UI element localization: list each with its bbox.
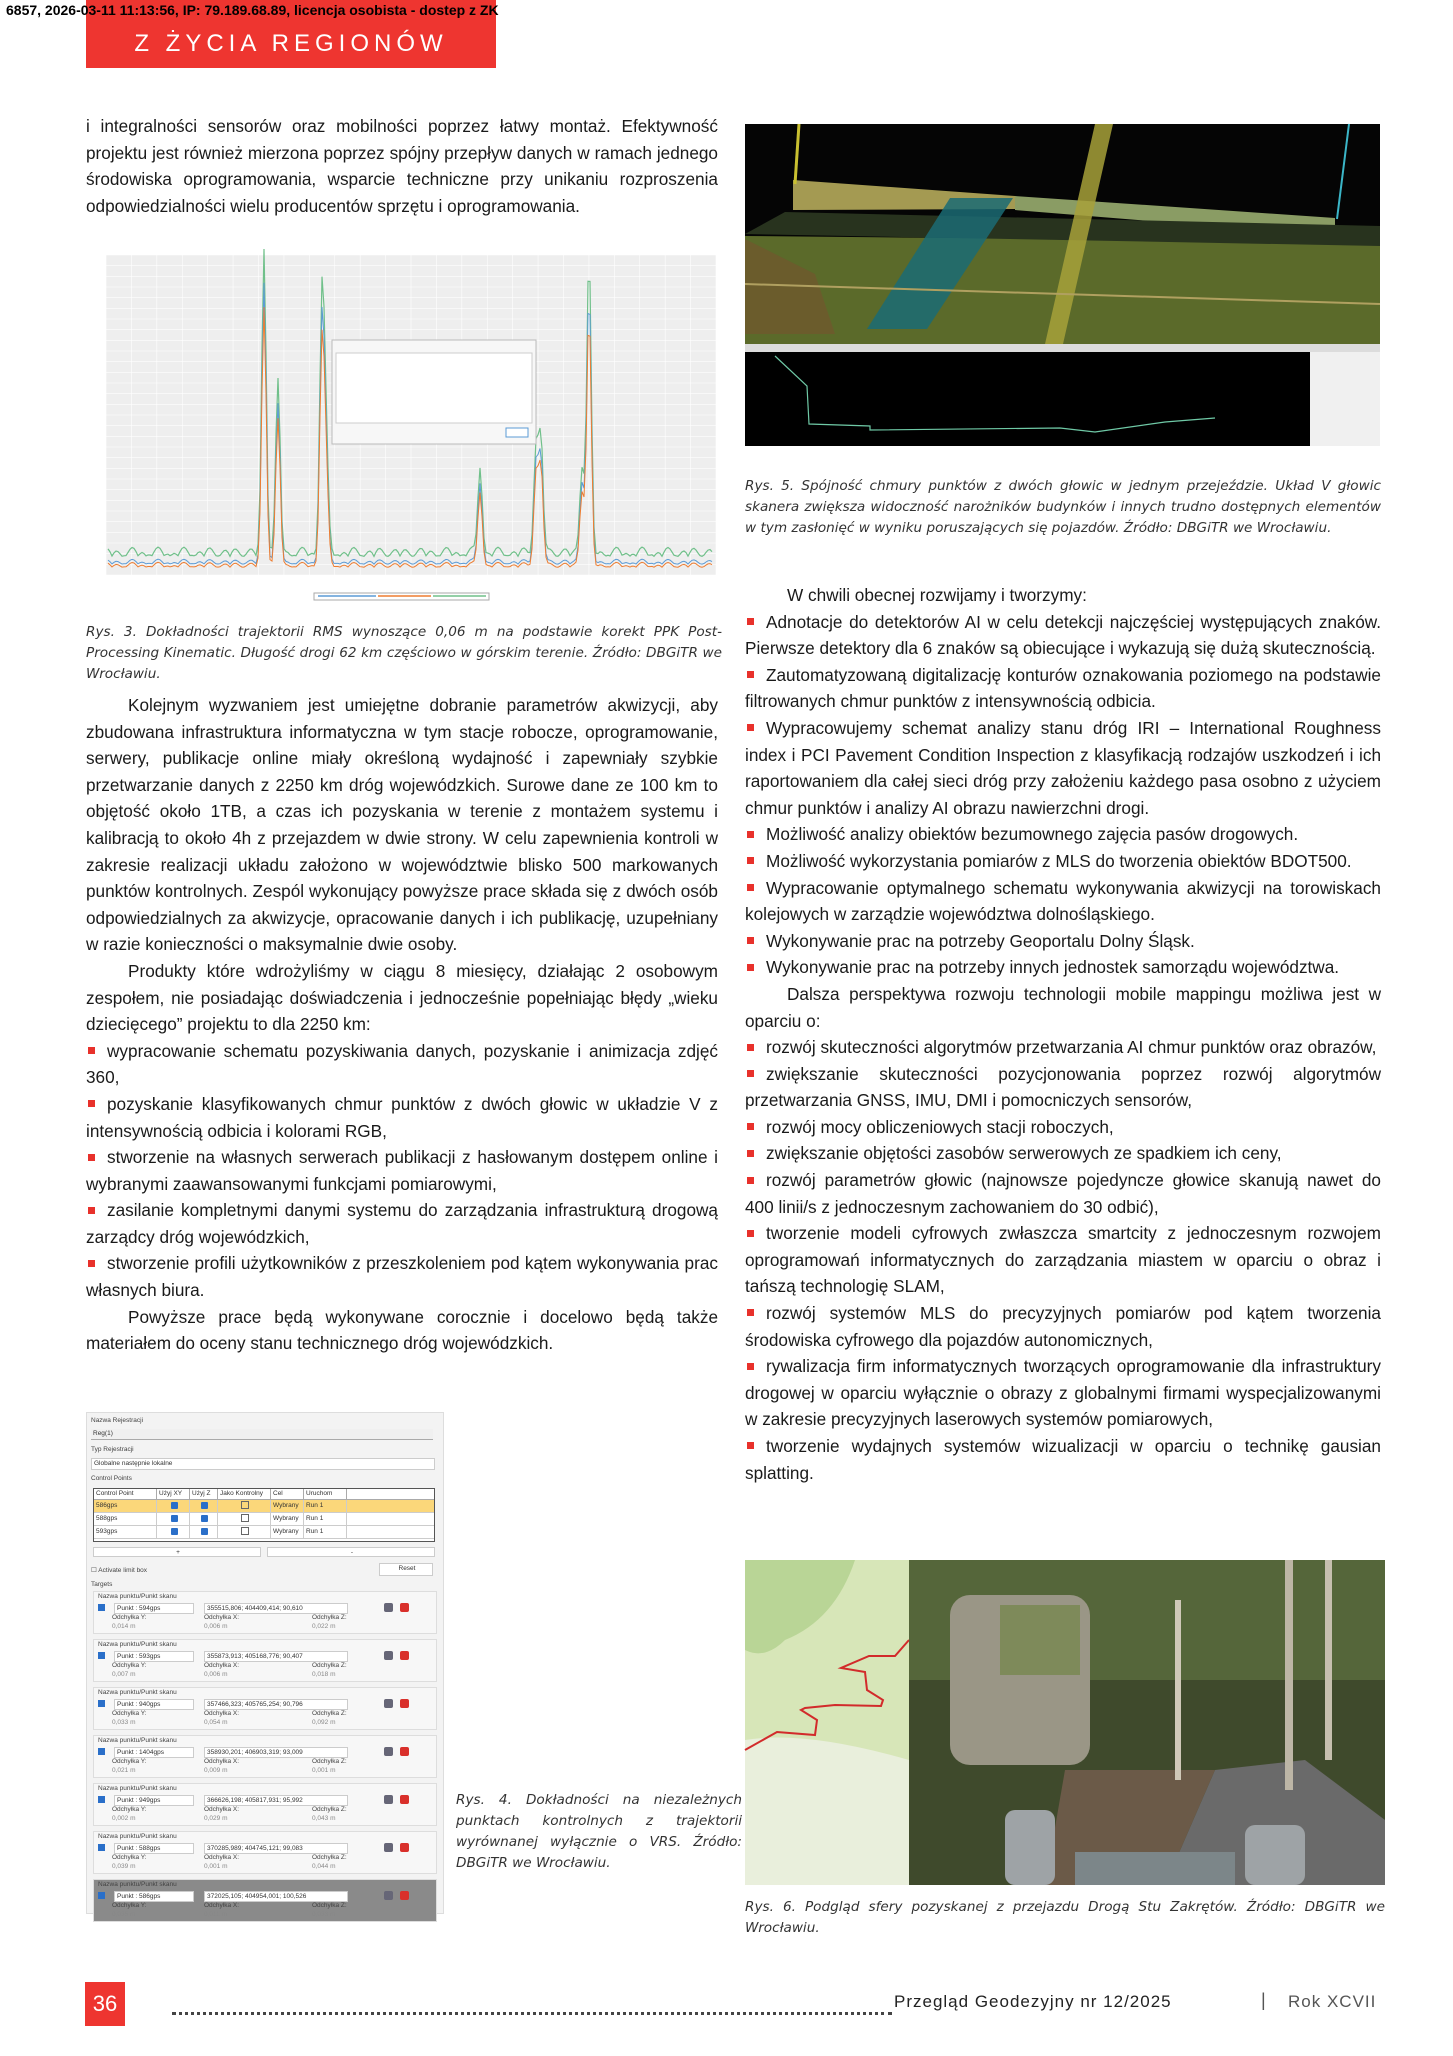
- paragraph: Kolejnym wyzwaniem jest umiejętne dobranie parametrów akwizycji, aby zbudowana infrastruktura informatyczna w tym stacje robocze, oprogramowanie, serwery, publikacje online miały określoną wydajność i zapewniały szybkie przetwarzanie danych z 2250 km dróg wojewódzkich. Surowe dane ze 100 km to objętość około 1TB, a czas ich pozyskania w terenie z montażem systemu i kalibracją to około 4h z przejazdem w dwie strony. W celu zapewnienia kontroli w zakresie realizacji układu założono w województwie blisko 500 markowanych punktów kontrolnych. Zespól wykonujący powyższe prace składa się z dwóch osób odpowiedzialnych za akwizycje, opracowanie danych i ich publikację, uzupełniany w razie konieczności o maksymalnie dwie osoby.: [86, 695, 718, 955]
- target-name-field[interactable]: Punkt : 593gps: [114, 1651, 194, 1662]
- bullet-item: [745, 821, 1381, 848]
- delete-icon[interactable]: [400, 1843, 409, 1852]
- dev-x-label: Odchyłka X:: [204, 1854, 240, 1861]
- dev-y-value: 0,021 m: [112, 1767, 136, 1774]
- cell: 586gps: [94, 1500, 157, 1512]
- bullet-square-icon: [747, 1070, 754, 1077]
- dev-x-label: Odchyłka X:: [204, 1614, 240, 1621]
- dev-x-value: 0,011 m: [204, 1911, 228, 1918]
- control-points-header: [94, 1489, 434, 1500]
- footer-separator: |: [1261, 1990, 1266, 2010]
- dev-x-value: 0,001 m: [204, 1863, 228, 1870]
- bullet-square-icon: [747, 1363, 754, 1370]
- scanner-head-left: [1005, 1810, 1055, 1885]
- bullet-square-icon: [747, 1044, 754, 1051]
- checkbox-checked[interactable]: [157, 1513, 190, 1525]
- add-point-button[interactable]: +: [93, 1547, 261, 1557]
- bullet-text: Wykonywanie prac na potrzeby innych jednostek samorządu województwa.: [766, 957, 1340, 978]
- target-checkbox[interactable]: [98, 1796, 105, 1803]
- dev-y-value: 0,035 m: [112, 1911, 136, 1918]
- target-entry: [93, 1783, 437, 1826]
- target-coords-field[interactable]: 355873,913; 405168,776; 90,407: [204, 1651, 348, 1662]
- dev-z-value: 0,092 m: [312, 1719, 336, 1726]
- dev-x-label: Odchyłka X:: [204, 1662, 240, 1669]
- checkbox-checked[interactable]: [190, 1500, 218, 1512]
- bullet-square-icon: [747, 831, 754, 838]
- bullet-item: [745, 662, 1381, 715]
- bullet-text: stworzenie profili użytkowników z przeszkoleniem pod kątem wykonywania prac własnych biura.: [86, 1253, 718, 1301]
- column-header[interactable]: Użyj XY: [157, 1489, 190, 1499]
- cell: Wybrany: [271, 1526, 304, 1538]
- bullet-square-icon: [747, 671, 754, 678]
- bullet-square-icon: [747, 1309, 754, 1316]
- dev-y-value: 0,014 m: [112, 1623, 136, 1630]
- reg-type-select[interactable]: Globalne następnie lokalne: [91, 1458, 435, 1470]
- figure-6-caption: Rys. 6. Podgląd sfery pozyskanej z przejazdu Drogą Stu Zakrętów. Źródło: DBGiTR we Wrocławiu.: [745, 1899, 1385, 1936]
- bullet-item: [745, 1034, 1381, 1061]
- bullet-item: [745, 954, 1381, 981]
- dev-x-label: Odchyłka X:: [204, 1902, 240, 1909]
- bullet-text: Wypracowujemy schemat analizy stanu dróg IRI – International Roughness index i PCI Pavement Condition Inspection z klasyfikacją rodzajów uszkodzeń i ich raportowaniem dla całej sieci dróg przy założeniu każdego pasa osobno z użyciem chmur punktów i analizy AI obrazu nawierzchni drogi.: [745, 717, 1381, 818]
- bullet-square-icon: [88, 1154, 95, 1161]
- target-name-field[interactable]: Punkt : 940gps: [114, 1699, 194, 1710]
- delete-icon[interactable]: [400, 1699, 409, 1708]
- column-header[interactable]: Użyj Z: [190, 1489, 218, 1499]
- bullet-square-icon: [747, 937, 754, 944]
- limit-box-label: Activate limit box: [98, 1567, 148, 1574]
- dev-x-value: 0,009 m: [204, 1767, 228, 1774]
- bullet-item: [745, 875, 1381, 928]
- bullet-text: rozwój systemów MLS do precyzyjnych pomiarów pod kątem tworzenia środowiska cyfrowego dla pojazdów autonomicznych,: [745, 1303, 1381, 1350]
- bullet-item: [745, 1061, 1381, 1114]
- scanner-mount: [1075, 1852, 1235, 1885]
- bullet-item: [745, 1300, 1381, 1353]
- dev-z-value: 0,044 m: [312, 1863, 336, 1870]
- bullet-text: zwiększanie skuteczności pozycjonowania poprzez rozwój algorytmów przetwarzania GNSS, IMU, DMI i pomocniczych sensorów,: [745, 1063, 1381, 1111]
- dev-y-value: 0,002 m: [112, 1815, 136, 1822]
- journal-title: Przegląd Geodezyjny nr 12/2025: [894, 1992, 1172, 2011]
- target-label: Nazwa punktu/Punkt skanu: [98, 1785, 177, 1792]
- control-points-table: [93, 1488, 435, 1542]
- paragraph: i integralności sensorów oraz mobilności poprzez łatwy montaż. Efektywność projektu jest również mierzona poprzez spójny przepływ danych w ramach jednego środowiska oprogramowania, wsparcie techniczne przy unikaniu rozproszenia odpowiedzialności wielu producentów sprzętu i oprogramowania.: [86, 116, 718, 216]
- bullet-text: zwiększanie objętości zasobów serwerowych ze spadkiem ich ceny,: [766, 1143, 1282, 1164]
- control-point-row[interactable]: [94, 1526, 434, 1539]
- bullet-square-icon: [88, 1047, 95, 1054]
- dialog-table: [336, 353, 532, 423]
- figure-3-rms-chart: [86, 245, 726, 605]
- bullet-text: zasilanie kompletnymi danymi systemu do zarządzania infrastrukturą drogową zarządcy dróg wojewódzkich,: [86, 1200, 718, 1247]
- figure-6-sphere-preview: [745, 1560, 1385, 1885]
- dev-x-label: Odchyłka X:: [204, 1806, 240, 1813]
- bullet-item: [745, 1220, 1381, 1300]
- paragraph: W chwili obecnej rozwijamy i tworzymy:: [787, 585, 1087, 605]
- target-label: Nazwa punktu/Punkt skanu: [98, 1641, 177, 1648]
- targets-list: [93, 1591, 437, 1927]
- cell: Run 1: [304, 1513, 347, 1525]
- bullet-square-icon: [747, 857, 754, 864]
- dev-z-label: Odchyłka Z:: [312, 1614, 347, 1621]
- target-name-field[interactable]: Punkt : 1404gps: [114, 1747, 194, 1758]
- bullet-list: [745, 1034, 1381, 1486]
- control-point-row[interactable]: [94, 1513, 434, 1526]
- bullet-item: [745, 1140, 1381, 1167]
- bullet-text: rozwój mocy obliczeniowych stacji roboczych,: [766, 1116, 1114, 1137]
- bullet-text: rywalizacja firm informatycznych tworzących oprogramowanie dla infrastruktury drogowej w oparciu wyłącznie o obrazy z globalnymi firmami wyspecjalizowanymi w zakresie precyzyjnych laserowych systemów pomiarowych,: [745, 1356, 1381, 1430]
- checkbox-checked[interactable]: [190, 1526, 218, 1538]
- figure-5-caption: Rys. 5. Spójność chmury punktów z dwóch głowic w jednym przejeździe. Układ V głowic skanera zwiększa widoczność narożników budynków i innych trudno dostępnych elementów w tym zasłonięć w wyniku poruszających się pojazdów. Źródło: DBGiTR we Wrocławiu.: [745, 478, 1381, 536]
- dev-z-value: 0,022 m: [312, 1623, 336, 1630]
- dev-z-label: Odchyłka Z:: [312, 1758, 347, 1765]
- figure-5-point-cloud: [745, 124, 1380, 446]
- target-entry: [93, 1735, 437, 1778]
- pick-point-icon[interactable]: [384, 1747, 393, 1756]
- target-label: Nazwa punktu/Punkt skanu: [98, 1881, 177, 1888]
- dev-z-value: 0,033 m: [312, 1911, 336, 1918]
- cell: 593gps: [94, 1526, 157, 1538]
- figure-3-caption: Rys. 3. Dokładności trajektorii RMS wynoszące 0,06 m na podstawie korekt PPK Post-Processing Kinematic. Długość drogi 62 km częściowo w górskim terenie. Źródło: DBGiTR we Wrocławiu.: [86, 624, 722, 682]
- left-column-body: [86, 692, 718, 1357]
- dev-x-value: 0,029 m: [204, 1815, 228, 1822]
- dev-z-label: Odchyłka Z:: [312, 1902, 347, 1909]
- paragraph: Powyższe prace będą wykonywane corocznie i docelowo będą także materiałem do oceny stanu technicznego dróg wojewódzkich.: [86, 1306, 718, 1354]
- figure-4-registration-panel: [86, 1412, 444, 1918]
- bullet-text: rozwój parametrów głowic (najnowsze pojedyncze głowice skanują nawet do 400 linii/s z jednoczesnym zachowaniem do 30 odbić),: [745, 1170, 1381, 1217]
- figure-4-caption: Rys. 4. Dokładności na niezależnych punktach kontrolnych z trajektorii wyrównanej wyłącznie o VRS. Źródło: DBGiTR we Wrocławiu.: [456, 1792, 742, 1871]
- pick-point-icon[interactable]: [384, 1651, 393, 1660]
- bullet-item: [86, 1144, 718, 1197]
- left-intro: [86, 113, 718, 219]
- dev-y-value: 0,007 m: [112, 1671, 136, 1678]
- bullet-square-icon: [747, 1230, 754, 1237]
- target-entry: [93, 1591, 437, 1634]
- pick-point-icon[interactable]: [384, 1699, 393, 1708]
- bullet-item: [745, 609, 1381, 662]
- checkbox-unchecked[interactable]: [218, 1526, 271, 1538]
- bullet-square-icon: [747, 964, 754, 971]
- dev-z-label: Odchyłka Z:: [312, 1806, 347, 1813]
- checkbox-unchecked[interactable]: [218, 1513, 271, 1525]
- target-coords-field[interactable]: 372025,105; 404954,001; 100,526: [204, 1891, 348, 1902]
- target-coords-field[interactable]: 366626,198; 405817,931; 95,992: [204, 1795, 348, 1806]
- dev-y-value: 0,033 m: [112, 1719, 136, 1726]
- bullet-square-icon: [747, 618, 754, 625]
- reg-name-field[interactable]: Reg(1): [91, 1429, 433, 1440]
- target-label: Nazwa punktu/Punkt skanu: [98, 1689, 177, 1696]
- bullet-square-icon: [747, 724, 754, 731]
- bullet-item: [745, 1167, 1381, 1220]
- section-title: Z ŻYCIA REGIONÓW: [134, 30, 448, 57]
- dev-y-label: Odchyłka Y:: [112, 1854, 147, 1861]
- dev-y-label: Odchyłka Y:: [112, 1662, 147, 1669]
- dev-x-label: Odchyłka X:: [204, 1710, 240, 1717]
- dev-x-label: Odchyłka X:: [204, 1758, 240, 1765]
- bullet-square-icon: [747, 1123, 754, 1130]
- bullet-text: Wypracowanie optymalnego schematu wykonywania akwizycji na torowiskach kolejowych w zarządzie województwa dolnośląskiego.: [745, 877, 1381, 925]
- dev-x-value: 0,054 m: [204, 1719, 228, 1726]
- target-label: Nazwa punktu/Punkt skanu: [98, 1737, 177, 1744]
- target-checkbox[interactable]: [98, 1652, 105, 1659]
- dev-z-value: 0,043 m: [312, 1815, 336, 1822]
- dev-z-label: Odchyłka Z:: [312, 1662, 347, 1669]
- bullet-list: [86, 1038, 718, 1304]
- target-name-field[interactable]: Punkt : 586gps: [114, 1891, 194, 1902]
- target-coords-field[interactable]: 358930,201; 406903,319; 93,009: [204, 1747, 348, 1758]
- bullet-item: [86, 1250, 718, 1303]
- bullet-item: [745, 928, 1381, 955]
- reset-button[interactable]: Reset: [379, 1563, 433, 1576]
- profile-settings: [1310, 352, 1380, 446]
- target-entry: [93, 1639, 437, 1682]
- bullet-text: rozwój skuteczności algorytmów przetwarzania AI chmur punktów oraz obrazów,: [766, 1037, 1377, 1058]
- journal-volume: Rok XCVII: [1288, 1992, 1377, 2011]
- delete-icon[interactable]: [400, 1603, 409, 1612]
- dev-x-value: 0,006 m: [204, 1671, 228, 1678]
- bullet-list: [745, 609, 1381, 981]
- cell: 588gps: [94, 1513, 157, 1525]
- bullet-square-icon: [88, 1207, 95, 1214]
- page-number: 36: [85, 1982, 125, 2026]
- dev-x-value: 0,006 m: [204, 1623, 228, 1630]
- bullet-item: [745, 1353, 1381, 1433]
- remove-point-button[interactable]: -: [267, 1547, 435, 1557]
- checkbox-checked[interactable]: [157, 1526, 190, 1538]
- bullet-text: stworzenie na własnych serwerach publikacji z hasłowanym dostępem online i wybranymi zaawansowanymi funkcjami pomiarowymi,: [86, 1147, 718, 1194]
- bullet-square-icon: [88, 1100, 95, 1107]
- target-entry: [93, 1687, 437, 1730]
- target-coords-field[interactable]: 357466,323; 405765,254; 90,796: [204, 1699, 348, 1710]
- bullet-square-icon: [747, 884, 754, 891]
- target-name-field[interactable]: Punkt : 949gps: [114, 1795, 194, 1806]
- delete-icon[interactable]: [400, 1795, 409, 1804]
- delete-icon[interactable]: [400, 1747, 409, 1756]
- bullet-text: Zautomatyzowaną digitalizację konturów oznakowania poziomego na podstawie filtrowanych chmur punktów z intensywnością odbicia.: [745, 664, 1381, 712]
- pick-point-icon[interactable]: [384, 1603, 393, 1612]
- target-label: Nazwa punktu/Punkt skanu: [98, 1833, 177, 1840]
- pick-point-icon[interactable]: [384, 1843, 393, 1852]
- cell: Wybrany: [271, 1500, 304, 1512]
- target-checkbox[interactable]: [98, 1748, 105, 1755]
- dev-y-label: Odchyłka Y:: [112, 1614, 147, 1621]
- bullet-square-icon: [747, 1150, 754, 1157]
- checkbox-checked[interactable]: [157, 1500, 190, 1512]
- right-column-body: [745, 582, 1381, 1486]
- bullet-text: pozyskanie klasyfikowanych chmur punktów z dwóch głowic w układzie V z intensywnością odbicia i kolorami RGB,: [86, 1093, 718, 1141]
- limit-box-checkbox[interactable]: ☐ Activate limit box: [91, 1567, 148, 1574]
- column-header[interactable]: Cel: [271, 1489, 304, 1499]
- bullet-text: Możliwość analizy obiektów bezumownego zajęcia pasów drogowych.: [766, 824, 1299, 845]
- pick-point-icon[interactable]: [384, 1795, 393, 1804]
- column-header[interactable]: Control Point: [94, 1489, 157, 1499]
- delete-icon[interactable]: [400, 1891, 409, 1900]
- dev-y-label: Odchyłka Y:: [112, 1806, 147, 1813]
- target-entry: [93, 1831, 437, 1874]
- dev-z-value: 0,001 m: [312, 1767, 336, 1774]
- target-checkbox[interactable]: [98, 1700, 105, 1707]
- dev-y-label: Odchyłka Y:: [112, 1758, 147, 1765]
- bullet-text: tworzenie modeli cyfrowych zwłaszcza smartcity z jednoczesnym rozwojem oprogramowań informatycznych do zarządzania miastem w oparciu o obraz i tańszą technologię SLAM,: [745, 1223, 1381, 1297]
- target-checkbox[interactable]: [98, 1844, 105, 1851]
- bullet-item: [745, 1433, 1381, 1486]
- column-header[interactable]: Jako Kontrolny: [218, 1489, 271, 1499]
- control-points-label: Control Points: [91, 1475, 132, 1482]
- footer-dotted-leader: [172, 1992, 892, 2015]
- checkbox-checked[interactable]: [190, 1513, 218, 1525]
- cell: Wybrany: [271, 1513, 304, 1525]
- cell: Run 1: [304, 1500, 347, 1512]
- dev-y-label: Odchyłka Y:: [112, 1710, 147, 1717]
- bullet-item: [86, 1038, 718, 1091]
- target-name-field[interactable]: Punkt : 588gps: [114, 1843, 194, 1854]
- bullet-item: [745, 1114, 1381, 1141]
- control-points-body: [94, 1500, 434, 1539]
- targets-label: Targets: [91, 1581, 113, 1588]
- bullet-text: tworzenie wydajnych systemów wizualizacji w oparciu o technikę gausian splatting.: [745, 1436, 1381, 1483]
- cell: Run 1: [304, 1526, 347, 1538]
- bullet-item: [86, 1091, 718, 1144]
- paragraph: Dalsza perspektywa rozwoju technologii mobile mappingu możliwa jest w oparciu o:: [745, 983, 1381, 1031]
- dev-z-value: 0,018 m: [312, 1671, 336, 1678]
- target-entry: [93, 1879, 437, 1922]
- bullet-text: Wykonywanie prac na potrzeby Geoportalu Dolny Śląsk.: [766, 930, 1195, 951]
- bullet-square-icon: [747, 1442, 754, 1449]
- scanner-head-right: [1245, 1825, 1305, 1885]
- checkbox-unchecked[interactable]: [218, 1500, 271, 1512]
- dialog-ok-button: [506, 428, 528, 437]
- dev-z-label: Odchyłka Z:: [312, 1854, 347, 1861]
- bullet-text: Możliwość wykorzystania pomiarów z MLS do tworzenia obiektów BDOT500.: [766, 850, 1352, 871]
- bullet-item: [86, 1197, 718, 1250]
- bullet-square-icon: [747, 1177, 754, 1184]
- pick-point-icon[interactable]: [384, 1891, 393, 1900]
- reg-type-label: Typ Rejestracji: [91, 1446, 134, 1453]
- target-checkbox[interactable]: [98, 1604, 105, 1611]
- dev-y-value: 0,039 m: [112, 1863, 136, 1870]
- control-point-row[interactable]: [94, 1500, 434, 1513]
- metrics-dialog: [332, 340, 536, 444]
- target-label: Nazwa punktu/Punkt skanu: [98, 1593, 177, 1600]
- bullet-item: [745, 715, 1381, 821]
- reg-name-label: Nazwa Rejestracji: [91, 1417, 144, 1424]
- bullet-item: [745, 848, 1381, 875]
- bullet-text: Adnotacje do detektorów AI w celu detekcji najczęściej występujących znaków. Pierwsze detektory dla 6 znaków są obiecujące i wykazują się dużą skutecznością.: [745, 611, 1381, 659]
- delete-icon[interactable]: [400, 1651, 409, 1660]
- column-header[interactable]: Uruchom: [304, 1489, 347, 1499]
- target-name-field[interactable]: Punkt : 594gps: [114, 1603, 194, 1614]
- bullet-square-icon: [88, 1260, 95, 1267]
- bullet-text: wypracowanie schematu pozyskiwania danych, pozyskanie i animizacja zdjęć 360,: [86, 1040, 718, 1088]
- paragraph: Produkty które wdrożyliśmy w ciągu 8 miesięcy, działając 2 osobowym zespołem, nie posiadając doświadczenia i jednocześnie popełniając błędy „wieku dziecięcego” projektu to dla 2250 km:: [86, 960, 718, 1035]
- dev-z-label: Odchyłka Z:: [312, 1710, 347, 1717]
- dev-y-label: Odchyłka Y:: [112, 1902, 147, 1909]
- target-coords-field[interactable]: 370285,989; 404745,121; 99,083: [204, 1843, 348, 1854]
- profile-view: [745, 352, 1310, 446]
- target-coords-field[interactable]: 355515,806; 404409,414; 90,610: [204, 1603, 348, 1614]
- license-watermark: 6857, 2026-03-11 11:13:56, IP: 79.189.68.89, licencja osobista - dostep z ZK: [6, 2, 499, 18]
- target-checkbox[interactable]: [98, 1892, 105, 1899]
